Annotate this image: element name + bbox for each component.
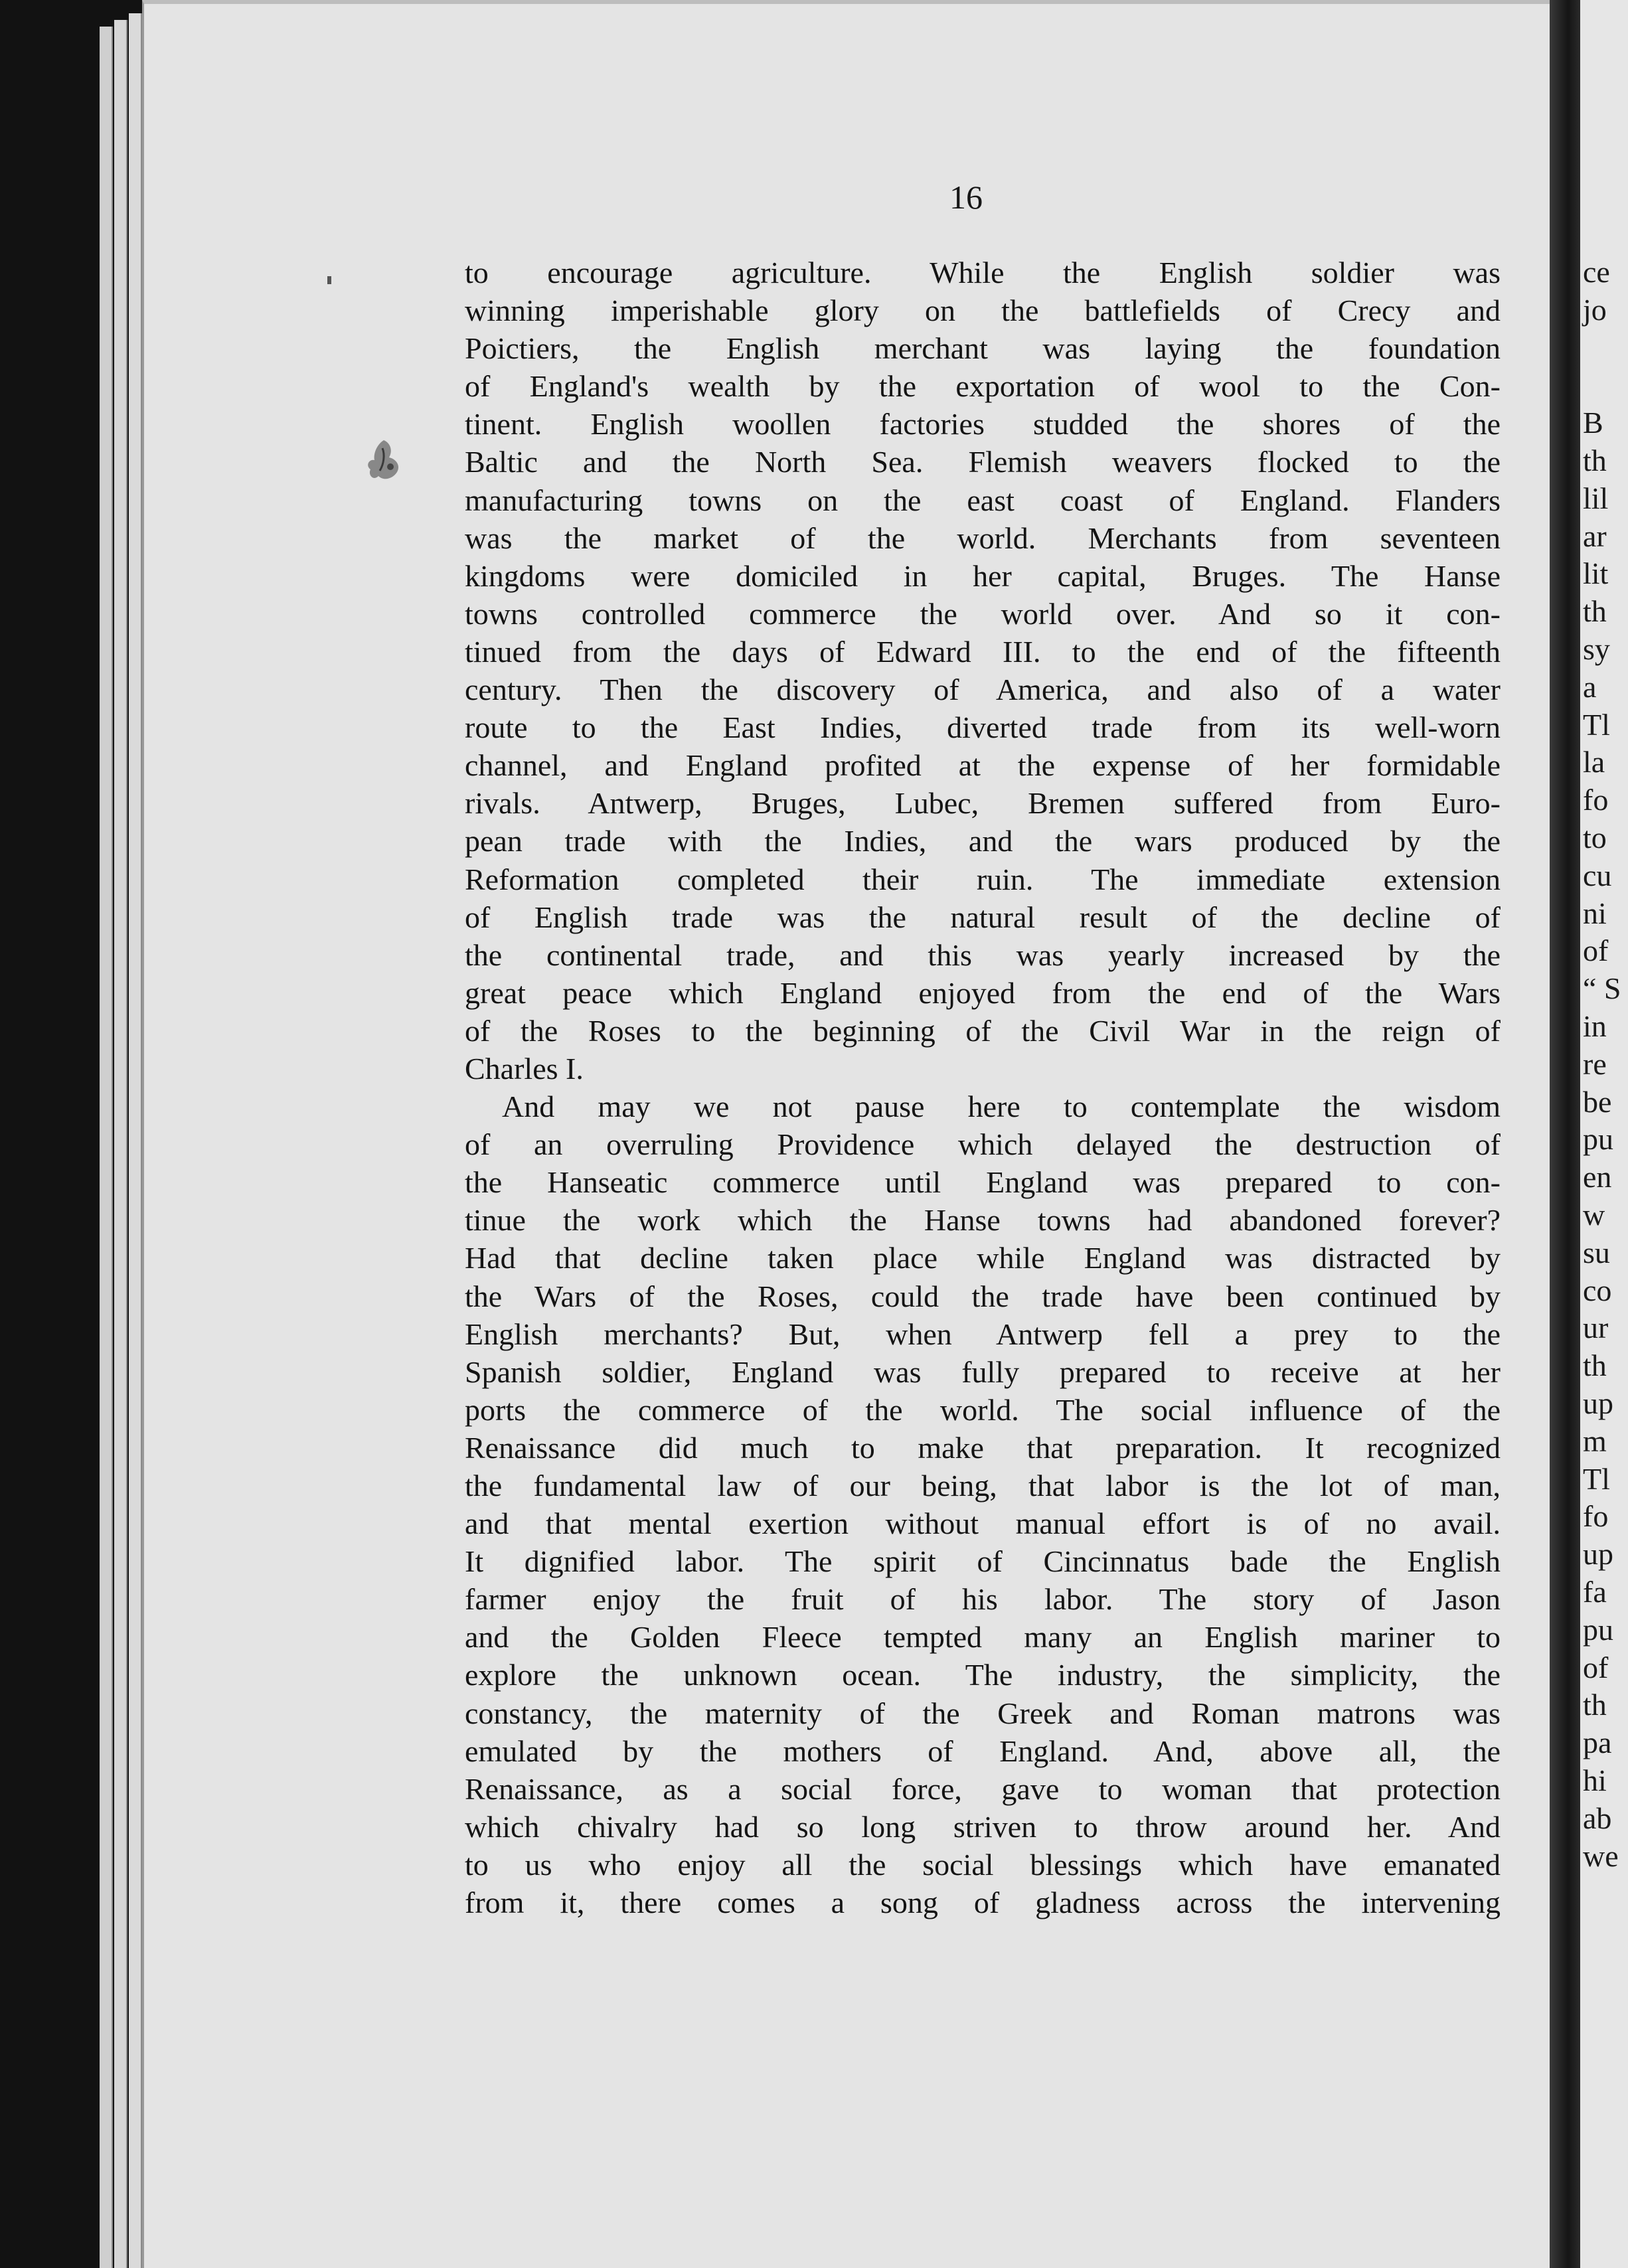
facing-page-text: fo [1583, 783, 1609, 817]
text-line: the continental trade, and this was yearly increased by the [465, 937, 1501, 972]
page-number: 16 [949, 179, 983, 216]
facing-page-text: Tl [1583, 1461, 1610, 1496]
facing-page-text: a [1583, 669, 1597, 704]
text-line: farmer enjoy the fruit of his labor. The story of Jason [465, 1582, 1501, 1617]
facing-page-text: fo [1583, 1499, 1609, 1534]
facing-page-fragment [1580, 0, 1628, 2268]
facing-page-text: th [1583, 1348, 1607, 1383]
facing-page-text: th [1583, 444, 1607, 477]
facing-page-text: re [1583, 1046, 1607, 1081]
facing-page-text: sy [1583, 632, 1610, 666]
facing-page-text: ce [1583, 255, 1610, 289]
facing-page-text: m [1583, 1423, 1607, 1458]
text-line: tinue the work which the Hanse towns had abandoned forever? [465, 1203, 1501, 1238]
text-line: constancy, the maternity of the Greek and Roman matrons was [465, 1696, 1501, 1730]
text-line: Spanish soldier, England was fully prepared to receive at her [465, 1354, 1501, 1389]
facing-page-text: ab [1583, 1801, 1612, 1835]
margin-tick [327, 276, 331, 284]
text-line: tinent. English woollen factories studded the shores of the [465, 407, 1501, 442]
text-line: of England's wealth by the exportation of wool to the Con- [465, 369, 1501, 404]
facing-page-text: in [1583, 1009, 1607, 1043]
facing-page-text: su [1583, 1235, 1610, 1269]
facing-page-text: we [1583, 1838, 1619, 1873]
facing-page-text: “ S [1583, 971, 1621, 1006]
facing-page-text: up [1583, 1537, 1613, 1572]
text-line: and that mental exertion without manual effort is of no avail. [465, 1506, 1501, 1541]
text-line: great peace which England enjoyed from the end of the Wars [465, 975, 1501, 1010]
facing-page-text: la [1583, 745, 1605, 779]
facing-page-text: th [1583, 594, 1607, 629]
text-line: the Wars of the Roses, could the trade have been continued by [465, 1279, 1501, 1313]
text-line: century. Then the discovery of America, and also of a water [465, 673, 1501, 707]
facing-page-text: jo [1583, 292, 1607, 327]
facing-page-text: ar [1583, 519, 1607, 553]
facing-page-text: up [1583, 1386, 1613, 1420]
facing-page-text: th [1583, 1688, 1607, 1722]
page-edge [114, 20, 127, 2268]
text-line: rivals. Antwerp, Bruges, Lubec, Bremen suffered from Euro- [465, 786, 1501, 821]
text-line: the fundamental law of our being, that labor is the lot of man, [465, 1469, 1501, 1502]
text-line: Charles I. [465, 1051, 584, 1086]
facing-page-text: en [1583, 1160, 1612, 1194]
page-edge [129, 13, 142, 2268]
text-line: of English trade was the natural result of the decline of [465, 900, 1501, 934]
facing-page-text: be [1583, 1084, 1612, 1119]
text-line: English merchants? But, when Antwerp fell a prey to the [465, 1317, 1501, 1351]
text-line: and the Golden Fleece tempted many an English mariner to [465, 1620, 1501, 1655]
text-line: manufacturing towns on the east coast of England. Flanders [465, 483, 1501, 517]
text-line: ports the commerce of the world. The social influence of the [465, 1392, 1501, 1427]
text-line: pean trade with the Indies, and the wars produced by the [465, 824, 1501, 858]
margin-blot-icon [364, 435, 410, 488]
text-line: Reformation completed their ruin. The immediate extension [465, 862, 1501, 896]
text-line: to encourage agriculture. While the English soldier was [465, 256, 1501, 289]
text-line: Had that decline taken place while England was distracted by [465, 1241, 1501, 1275]
text-line: Poictiers, the English merchant was laying the foundation [465, 331, 1501, 366]
text-line: winning imperishable glory on the battlefields of Crecy and [465, 293, 1501, 328]
facing-page-text: pa [1583, 1726, 1612, 1760]
facing-page-text: B [1583, 406, 1603, 440]
facing-page-text: lil [1583, 481, 1609, 515]
text-line: tinued from the days of Edward III. to the end of the fifteenth [465, 634, 1501, 669]
book-gutter [1550, 0, 1580, 2268]
facing-page-text: pu [1583, 1612, 1613, 1647]
text-line: to us who enjoy all the social blessings which have emanated [465, 1847, 1501, 1882]
facing-page-text: of [1583, 933, 1609, 968]
facing-page-text: lit [1583, 556, 1609, 591]
text-line: channel, and England profited at the expense of her formidable [465, 748, 1501, 783]
facing-page-text: ni [1583, 896, 1607, 930]
text-line: which chivalry had so long striven to throw around her. And [465, 1809, 1501, 1844]
facing-page-text: to [1583, 821, 1607, 854]
text-line: route to the East Indies, diverted trade from its well-worn [465, 710, 1501, 745]
facing-page-text: cu [1583, 858, 1612, 892]
text-line: was the market of the world. Merchants from seventeen [465, 521, 1501, 555]
text-line: Renaissance, as a social force, gave to woman that protection [465, 1771, 1501, 1806]
text-line: towns controlled commerce the world over. And so it con- [465, 596, 1501, 631]
text-line: kingdoms were domiciled in her capital, Bruges. The Hanse [465, 558, 1501, 593]
text-line: emulated by the mothers of England. And, above all, the [465, 1734, 1501, 1768]
facing-page-text: ur [1583, 1311, 1609, 1345]
text-line: Baltic and the North Sea. Flemish weavers flocked to the [465, 445, 1501, 479]
text-line: Renaissance did much to make that preparation. It recognized [465, 1430, 1501, 1465]
text-line: And may we not pause here to contemplate the wisdom [502, 1090, 1501, 1124]
text-line: explore the unknown ocean. The industry, the simplicity, the [465, 1658, 1501, 1692]
text-line: the Hanseatic commerce until England was prepared to con- [465, 1165, 1501, 1200]
facing-page-text: of [1583, 1650, 1609, 1684]
text-line: of the Roses to the beginning of the Civil War in the reign of [465, 1013, 1501, 1048]
facing-page-text: Tl [1583, 707, 1610, 742]
facing-page-text: w [1583, 1198, 1605, 1232]
text-line: It dignified labor. The spirit of Cincinnatus bade the English [465, 1544, 1501, 1579]
text-line: from it, there comes a song of gladness across the intervening [465, 1886, 1501, 1920]
facing-page-text: pu [1583, 1122, 1613, 1157]
facing-page-text: co [1583, 1273, 1612, 1307]
body-text [465, 254, 1501, 1921]
facing-page-text: hi [1583, 1763, 1607, 1797]
page-edge [100, 27, 113, 2268]
facing-page-text: fa [1583, 1575, 1607, 1609]
text-line: of an overruling Providence which delayed the destruction of [465, 1127, 1501, 1162]
